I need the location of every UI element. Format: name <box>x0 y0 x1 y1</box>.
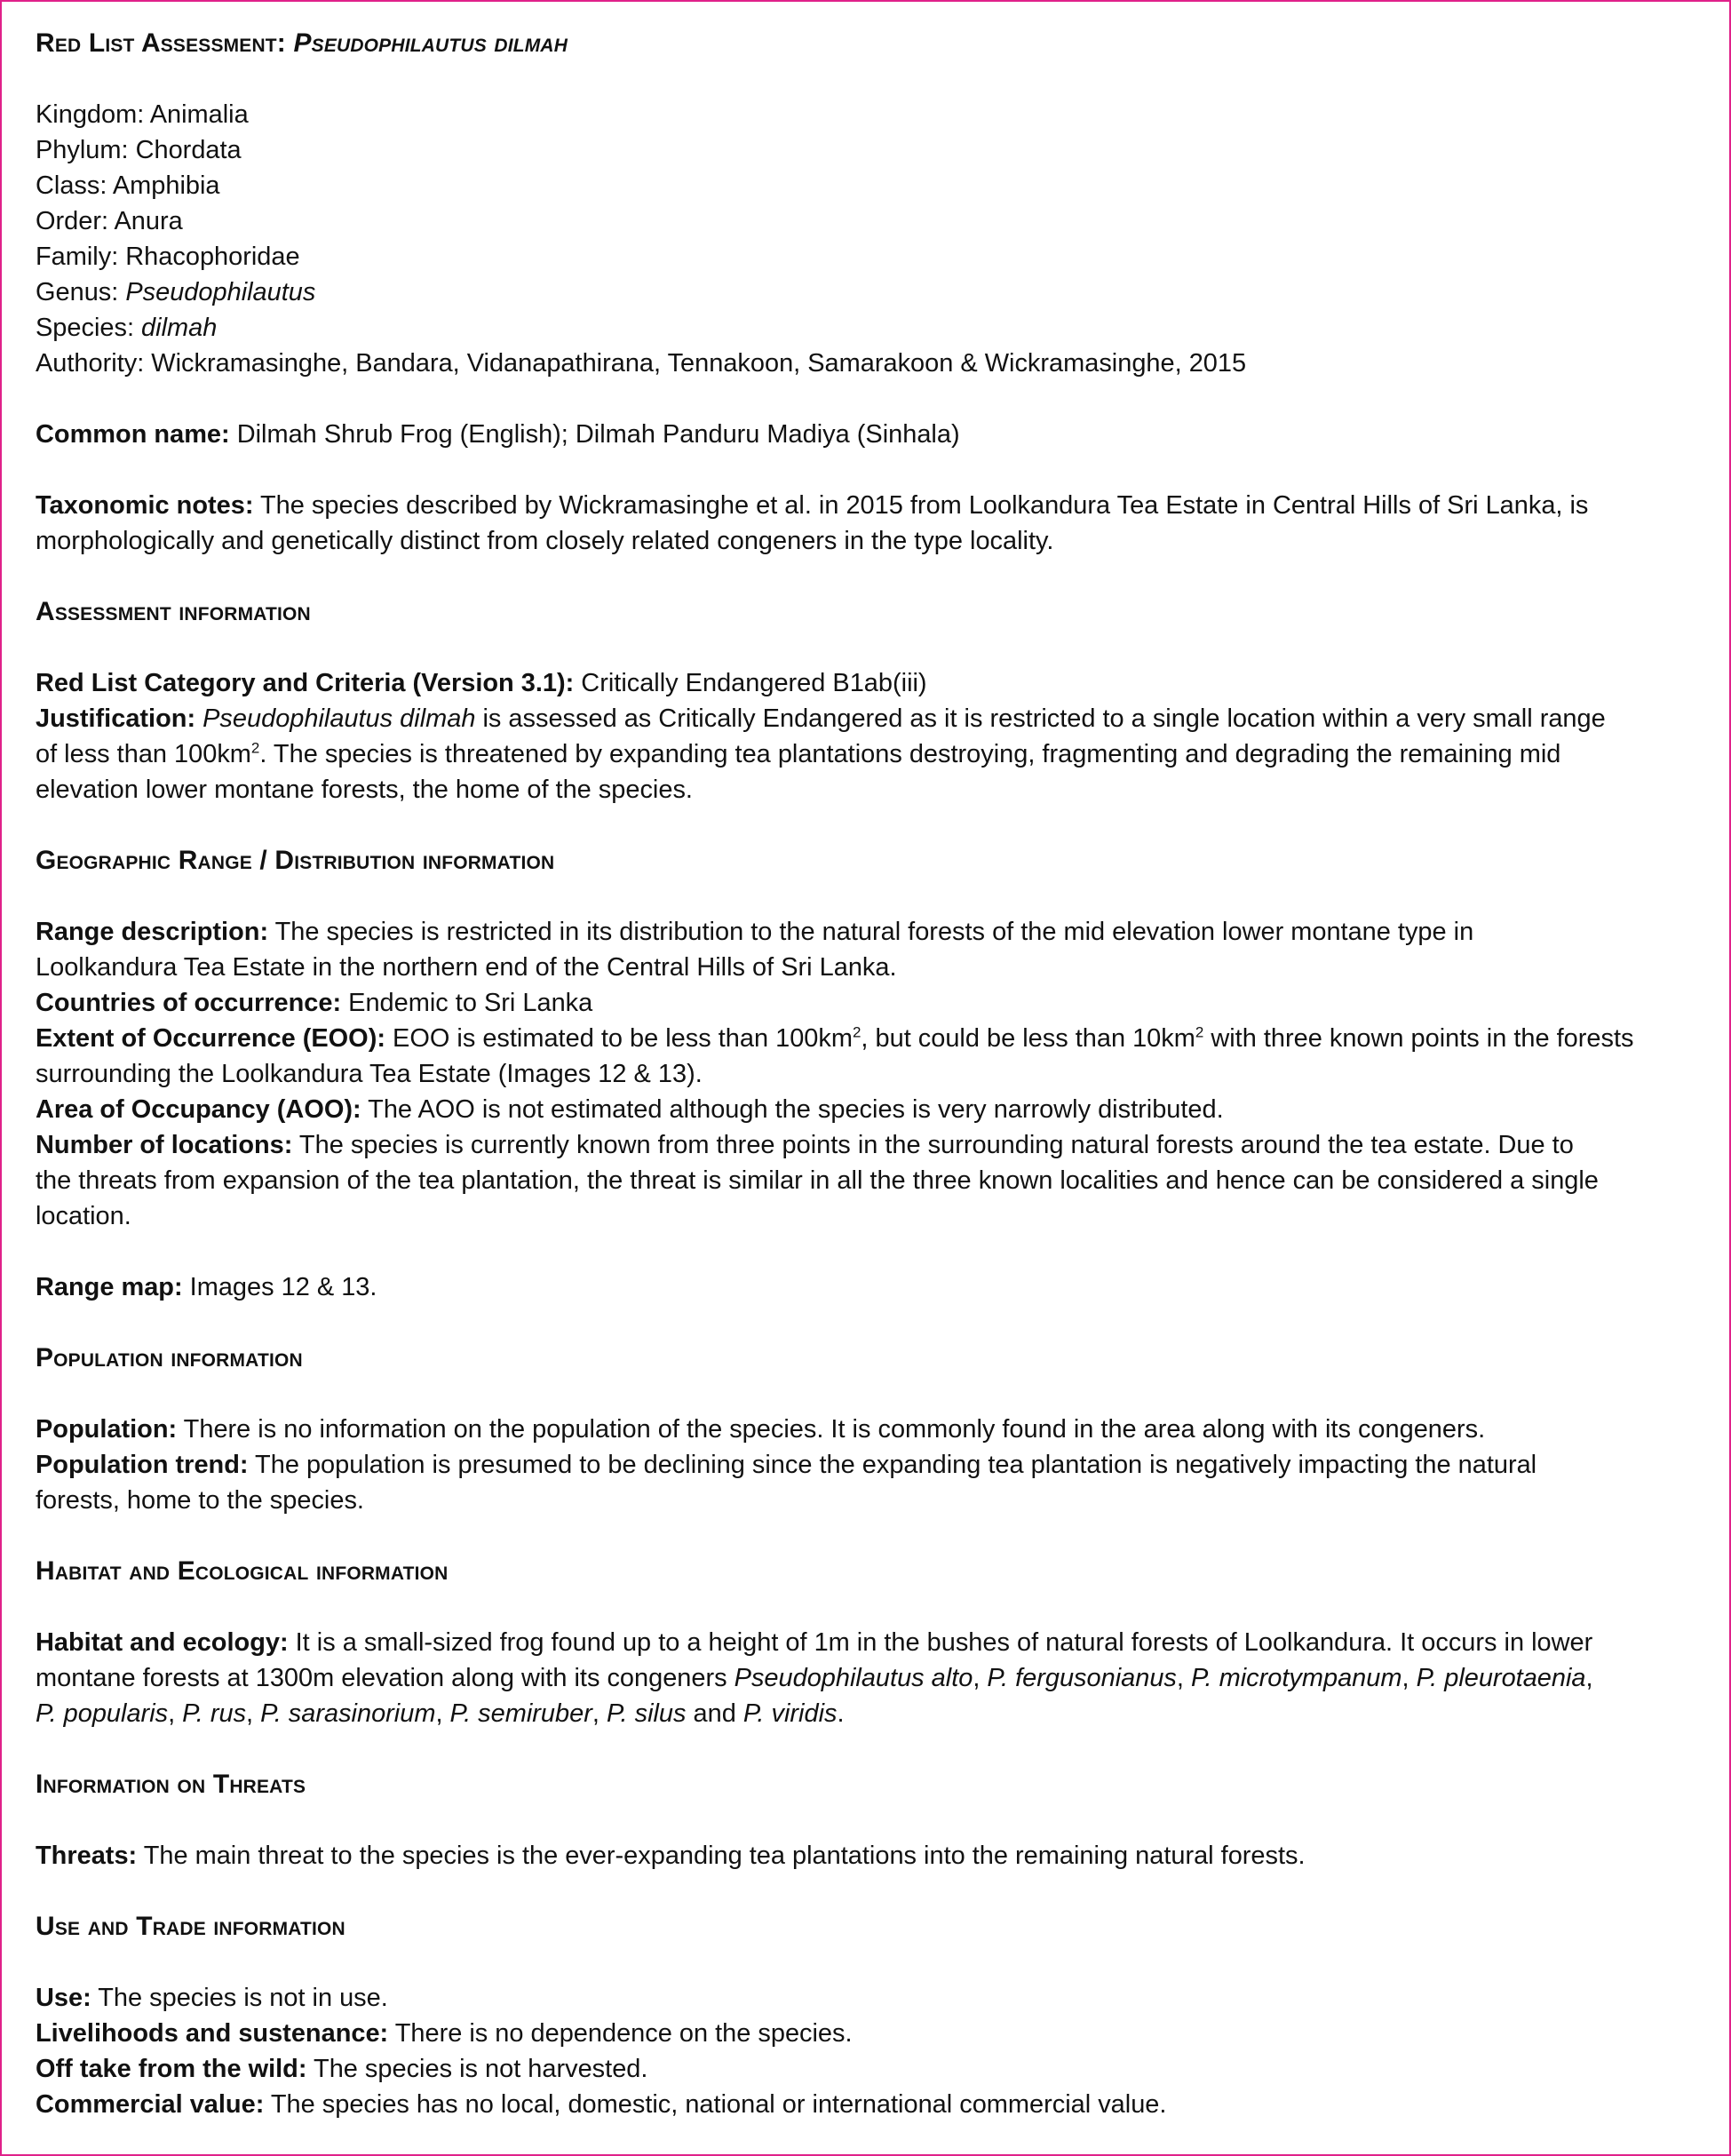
section-heading-habitat: Habitat and Ecological information <box>36 1556 449 1586</box>
taxonomy-genus: Genus: Pseudophilautus <box>36 278 316 306</box>
section-heading-assessment: Assessment information <box>36 597 311 626</box>
population-trend-cont: forests, home to the species. <box>36 1486 364 1515</box>
section-heading-population: Population information <box>36 1343 303 1372</box>
taxonomy-species: Species: dilmah <box>36 314 218 342</box>
range-description-cont: Loolkandura Tea Estate in the northern end of the Central Hills of Sri Lanka. <box>36 953 897 982</box>
livelihoods: Livelihoods and sustenance: There is no dependence on the species. <box>36 2019 853 2048</box>
taxonomic-notes-cont: morphologically and genetically distinct from closely related congeners in the type locality. <box>36 527 1054 555</box>
justification-cont-2: elevation lower montane forests, the home of the species. <box>36 776 693 804</box>
number-of-locations-cont-2: location. <box>36 1202 131 1230</box>
document-content <box>36 26 1705 2122</box>
area-of-occupancy: Area of Occupancy (AOO): The AOO is not estimated although the species is very narrowly distributed. <box>36 1095 1224 1124</box>
population: Population: There is no information on the population of the species. It is commonly found in the area along with its congeners. <box>36 1415 1486 1444</box>
off-take: Off take from the wild: The species is not harvested. <box>36 2055 648 2083</box>
red-list-category: Red List Category and Criteria (Version 3.1): Critically Endangered B1ab(iii) <box>36 669 927 697</box>
taxonomy-authority: Authority: Wickramasinghe, Bandara, Vidanapathirana, Tennakoon, Samarakoon & Wickramasinghe, 2015 <box>36 349 1247 378</box>
habitat-ecology-cont-2: P. popularis, P. rus, P. sarasinorium, P. semiruber, P. silus and P. viridis. <box>36 1699 845 1728</box>
title-species: Pseudophilautus dilmah <box>293 28 568 58</box>
habitat-ecology: Habitat and ecology: It is a small-sized frog found up to a height of 1m in the bushes of natural forests of Loolkandura. It occurs in lower <box>36 1628 1593 1657</box>
taxonomy-kingdom: Kingdom: Animalia <box>36 100 249 129</box>
use: Use: The species is not in use. <box>36 1984 388 2012</box>
countries-of-occurrence: Countries of occurrence: Endemic to Sri Lanka <box>36 989 593 1017</box>
document-title: Red List Assessment: Pseudophilautus dilmah <box>36 28 568 58</box>
threats: Threats: The main threat to the species is the ever-expanding tea plantations into the remaining natural forests. <box>36 1842 1306 1870</box>
section-heading-geographic: Geographic Range / Distribution information <box>36 846 555 875</box>
taxonomy-order: Order: Anura <box>36 207 183 235</box>
range-map: Range map: Images 12 & 13. <box>36 1273 377 1301</box>
extent-of-occurrence: Extent of Occurrence (EOO): EOO is estimated to be less than $100km^2$, but could be less than $10km^2$ with three known points in the forests <box>36 1023 1634 1053</box>
section-heading-threats: Information on Threats <box>36 1770 306 1799</box>
number-of-locations: Number of locations: The species is currently known from three points in the surrounding natural forests around the tea estate. Due to <box>36 1131 1574 1159</box>
habitat-ecology-cont: montane forests at 1300m elevation along with its congeners Pseudophilautus alto, P. fergusonianus, P. microtympanum, P. pleurotaenia, <box>36 1664 1593 1692</box>
common-name: Common name: Dilmah Shrub Frog (English); Dilmah Panduru Madiya (Sinhala) <box>36 420 960 449</box>
range-description: Range description: The species is restricted in its distribution to the natural forests of the mid elevation lower montane type in <box>36 918 1474 946</box>
justification-cont: of less than $100km^2$. The species is threatened by expanding tea plantations destroying, fragmenting and degrading the remaining mid <box>36 739 1561 768</box>
taxonomy-class: Class: Amphibia <box>36 171 220 200</box>
extent-of-occurrence-cont: surrounding the Loolkandura Tea Estate (Images 12 & 13). <box>36 1060 703 1088</box>
taxonomy-family: Family: Rhacophoridae <box>36 243 300 271</box>
taxonomic-notes: Taxonomic notes: The species described by Wickramasinghe et al. in 2015 from Loolkandura Tea Estate in Central Hills of Sri Lanka, is <box>36 491 1589 520</box>
commercial-value: Commercial value: The species has no local, domestic, national or international commercial value. <box>36 2090 1167 2119</box>
population-trend: Population trend: The population is presumed to be declining since the expanding tea plantation is negatively impacting the natural <box>36 1451 1537 1479</box>
section-heading-use-trade: Use and Trade information <box>36 1912 345 1941</box>
taxonomy-phylum: Phylum: Chordata <box>36 136 242 164</box>
number-of-locations-cont: the threats from expansion of the tea plantation, the threat is similar in all the three known localities and hence can be considered a single <box>36 1166 1599 1195</box>
justification: Justification: Pseudophilautus dilmah is assessed as Critically Endangered as it is restricted to a single location within a very small range <box>36 704 1606 733</box>
